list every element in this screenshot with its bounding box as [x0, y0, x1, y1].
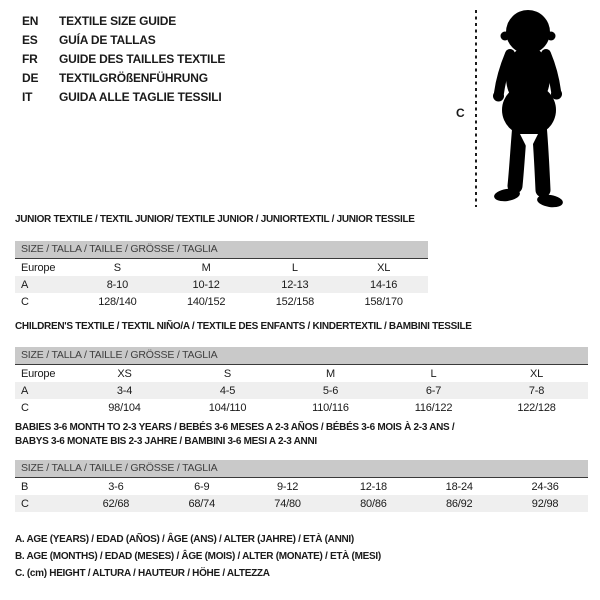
language-row — [22, 68, 225, 87]
cell-value: 12-18 — [359, 480, 387, 493]
cell-value: L — [430, 367, 437, 380]
language-row — [22, 87, 225, 106]
cell-value: 140/152 — [186, 295, 226, 308]
cell-value: 5-6 — [322, 384, 339, 397]
size-header-bar: SIZE / TALLA / TAILLE / GRÖSSE / TAGLIA — [15, 347, 588, 365]
section-title-junior: JUNIOR TEXTILE / TEXTIL JUNIOR/ TEXTILE JUNIOR / JUNIORTEXTIL / JUNIOR TESSILE — [15, 214, 415, 225]
cell-value: 9-12 — [276, 480, 299, 493]
cell-value: 18-24 — [445, 480, 473, 493]
cell-value: 6-9 — [194, 480, 210, 493]
cell-value: S — [113, 261, 121, 274]
cell-value: 24-36 — [531, 480, 559, 493]
cell-value: 12-13 — [281, 278, 309, 291]
language-title: GUÍA DE TALLAS — [59, 32, 156, 47]
language-code: FR — [22, 51, 38, 66]
baby-toddler-silhouette-icon — [481, 6, 581, 210]
row-label: C — [21, 295, 29, 308]
table-row — [15, 293, 428, 310]
cell-value: 116/122 — [414, 401, 453, 414]
cell-value: 158/170 — [364, 295, 403, 308]
language-title: GUIDA ALLE TAGLIE TESSILI — [59, 89, 222, 104]
cell-value: 86/92 — [445, 497, 473, 510]
row-label: A — [21, 384, 29, 397]
row-label: Europe — [21, 367, 56, 380]
cell-value: 110/116 — [312, 401, 349, 414]
language-code: IT — [22, 89, 33, 104]
table-row — [15, 399, 588, 416]
row-label: A — [21, 278, 29, 291]
cell-value: 92/98 — [531, 497, 559, 510]
cell-value: M — [201, 261, 211, 274]
row-label: C — [21, 497, 29, 510]
section-title-babies — [15, 421, 454, 449]
table-row — [15, 276, 428, 293]
cell-value: 80/86 — [360, 497, 387, 510]
cell-value: 3-4 — [116, 384, 133, 397]
cell-value: 62/68 — [102, 497, 130, 510]
row-label: B — [21, 480, 29, 493]
language-code: EN — [22, 13, 39, 28]
section-title-babies-line1: BABIES 3-6 MONTH TO 2-3 YEARS / BEBÉS 3-6 MESES A 2-3 AÑOS / BÉBÉS 3-6 MOIS À 2-3 ANS / — [15, 422, 455, 433]
cell-value: 152/158 — [275, 295, 315, 308]
size-header-bar: SIZE / TALLA / TAILLE / GRÖSSE / TAGLIA — [15, 241, 428, 259]
table-row — [15, 259, 428, 276]
row-label: C — [21, 401, 29, 414]
language-row — [22, 30, 225, 49]
table-row — [15, 478, 588, 495]
language-list — [22, 11, 225, 106]
cell-value: 104/110 — [208, 401, 247, 414]
cell-value: 6-7 — [425, 384, 442, 397]
table-rows — [15, 365, 588, 416]
cell-value: XL — [529, 367, 544, 380]
cell-value: 98/104 — [108, 401, 141, 414]
legend-note-a: A. AGE (YEARS) / EDAD (AÑOS) / ÂGE (ANS) / ALTER (JAHRE) / ETÀ (ANNI) — [15, 534, 354, 545]
language-title: GUIDE DES TAILLES TEXTILE — [59, 51, 226, 66]
legend-note-c: C. (cm) HEIGHT / ALTURA / HAUTEUR / HÖHE / ALTEZZA — [15, 568, 270, 579]
cell-value: M — [326, 367, 335, 380]
height-measure-dotted-line — [475, 10, 477, 207]
language-title: TEXTILGRÖßENFÜHRUNG — [59, 70, 208, 85]
language-row — [22, 11, 225, 30]
language-code: DE — [22, 70, 39, 85]
row-label: Europe — [21, 261, 56, 274]
language-row — [22, 49, 225, 68]
height-measure-label: C — [456, 106, 465, 120]
children-size-table — [15, 347, 588, 416]
cell-value: 128/140 — [98, 295, 137, 308]
language-title: TEXTILE SIZE GUIDE — [59, 13, 177, 28]
cell-value: 7-8 — [528, 384, 545, 397]
legend-notes — [15, 531, 381, 582]
cell-value: S — [223, 367, 232, 380]
cell-value: 122/128 — [517, 401, 556, 414]
size-header-bar: SIZE / TALLA / TAILLE / GRÖSSE / TAGLIA — [15, 460, 588, 478]
table-rows — [15, 478, 588, 512]
legend-note-b: B. AGE (MONTHS) / EDAD (MESES) / ÂGE (MOIS) / ALTER (MONATE) / ETÀ (MESI) — [15, 551, 381, 562]
cell-value: 8-10 — [106, 278, 128, 291]
section-title-children: CHILDREN'S TEXTILE / TEXTIL NIÑO/A / TEXTILE DES ENFANTS / KINDERTEXTIL / BAMBINI TESSILE — [15, 321, 472, 332]
language-code: ES — [22, 32, 38, 47]
cell-value: XS — [117, 367, 132, 380]
cell-value: XL — [377, 261, 391, 274]
cell-value: L — [291, 261, 298, 274]
cell-value: 68/74 — [188, 497, 215, 510]
junior-size-table — [15, 241, 428, 310]
table-row — [15, 495, 588, 512]
section-title-babies-line2: BABYS 3-6 MONATE BIS 2-3 JAHRE / BAMBINI 3-6 MESI A 2-3 ANNI — [15, 436, 317, 447]
cell-value: 10-12 — [192, 278, 220, 291]
table-row — [15, 382, 588, 399]
cell-value: 3-6 — [108, 480, 124, 493]
table-row — [15, 365, 588, 382]
cell-value: 4-5 — [219, 384, 236, 397]
babies-size-table — [15, 460, 588, 512]
table-rows — [15, 259, 428, 310]
cell-value: 74/80 — [274, 497, 301, 510]
cell-value: 14-16 — [370, 278, 398, 291]
